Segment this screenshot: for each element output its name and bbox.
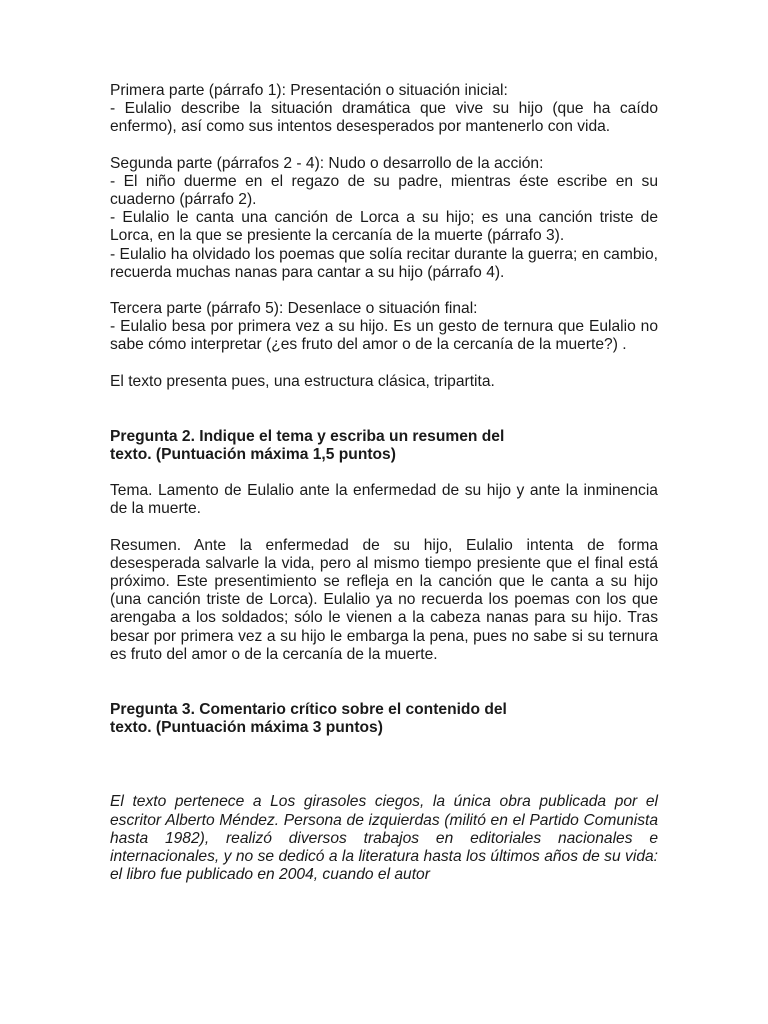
section3-heading: Tercera parte (párrafo 5): Desenlace o situación final: <box>110 300 478 318</box>
spacer <box>110 664 658 701</box>
question3-title-line1: Pregunta 3. Comentario crítico sobre el contenido del <box>110 701 507 719</box>
spacer <box>110 464 658 482</box>
section1-heading: Primera parte (párrafo 1): Presentación o situación inicial: <box>110 82 508 99</box>
section2-item-3: - Eulalio ha olvidado los poemas que solía recitar durante la guerra; en cambio, recuerda muchas nanas para cantar a su hijo (párrafo 4). <box>110 245 658 281</box>
spacer <box>110 737 658 793</box>
section1-item-1: - Eulalio describe la situación dramática que vive su hijo (que ha caído enfermo), así como sus intentos desesperados por mantenerlo con vida. <box>110 100 658 136</box>
spacer <box>110 282 658 300</box>
spacer <box>110 519 658 537</box>
spacer <box>110 355 658 373</box>
conclusion-text: El texto presenta pues, una estructura clásica, tripartita. <box>110 372 495 390</box>
question2-title-line1: Pregunta 2. Indique el tema y escriba un resumen del <box>110 427 505 445</box>
section2-heading: Segunda parte (párrafos 2 - 4): Nudo o desarrollo de la acción: <box>110 154 544 172</box>
spacer <box>110 391 658 428</box>
question3-paragraph: El texto pertenece a Los girasoles ciegos, la única obra publicada por el escritor Alberto Méndez. Persona de izquierdas (militó en el Partido Comunista hasta 1982), realizó diversos trabajos en editoriales nacionales e internacionales, y no se dedicó a la literatura hasta los últimos años de su vida: el libro fue publicado en 2004, cuando el autor <box>110 793 658 884</box>
question2-resumen: Resumen. Ante la enfermedad de su hijo, Eulalio intenta de forma desesperada salvarle la vida, pero al mismo tiempo presiente que el final está próximo. Este presentimiento se refleja en la canción que le canta a su hijo (una canción triste de Lorca). Eulalio ya no recuerda los poemas con los que arengaba a los soldados; sólo le vienen a la cabeza nanas para su hijo. Tras besar por primera vez a su hijo le embarga la pena, pues no sabe si su ternura es fruto del amor o de la cercanía de la muerte. <box>110 536 658 663</box>
question2-tema: Tema. Lamento de Eulalio ante la enfermedad de su hijo y ante la inminencia de la muerte. <box>110 482 658 518</box>
section3-item-1: - Eulalio besa por primera vez a su hijo. Es un gesto de ternura que Eulalio no sabe cómo interpretar (¿es fruto del amor o de la cercanía de la muerte?) . <box>110 318 658 354</box>
section2-item-2: - Eulalio le canta una canción de Lorca a su hijo; es una canción triste de Lorca, en la que se presiente la cercanía de la muerte (párrafo 3). <box>110 209 658 245</box>
question2-title-line2: texto. (Puntuación máxima 1,5 puntos) <box>110 446 396 464</box>
document-page <box>110 82 658 885</box>
spacer <box>110 137 658 155</box>
question3-title-line2: texto. (Puntuación máxima 3 puntos) <box>110 719 383 737</box>
section2-item-1: - El niño duerme en el regazo de su padre, mientras éste escribe en su cuaderno (párrafo 2). <box>110 172 658 209</box>
